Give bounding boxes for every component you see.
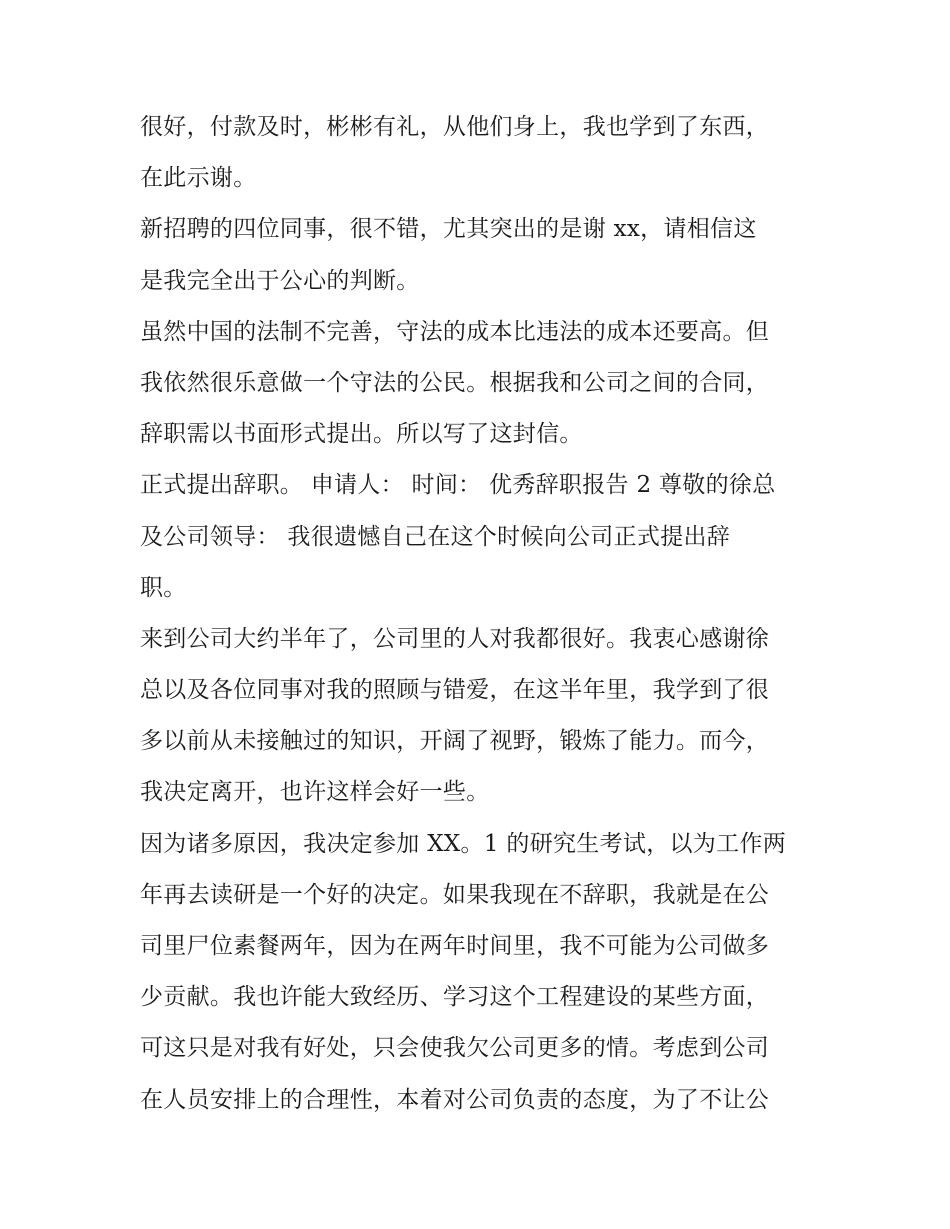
paragraph-formal-resignation (140, 460, 820, 614)
text-line: 我决定离开，也许这样会好一些。 (140, 779, 490, 806)
text-line: 司里尸位素餐两年，因为在两年时间里，我不可能为公司做多 (140, 933, 770, 959)
text-line: 因为诸多原因，我决定参加 XX。1 的研究生考试，以为工作两 (140, 830, 787, 857)
text-line: 新招聘的四位同事，很不错，尤其突出的是谢 xx，请相信这 (140, 216, 757, 243)
text-line: 虽然中国的法制不完善，守法的成本比违法的成本还要高。但 (140, 318, 770, 345)
text-line: 辞职需以书面形式提出。所以写了这封信。 (140, 421, 583, 448)
text-line: 总以及各位同事对我的照顾与错爱，在这半年里，我学到了很 (140, 677, 770, 704)
text-line: 很好，付款及时，彬彬有礼，从他们身上，我也学到了东西， (140, 114, 770, 140)
text-line: 少贡献。我也许能大致经历、学习这个工程建设的某些方面， (140, 984, 770, 1011)
text-line: 在人员安排上的合理性，本着对公司负责的态度，为了不让公 (140, 1086, 770, 1113)
text-line: 正式提出辞职。 申请人： 时间： 优秀辞职报告 2 尊敬的徐总 (140, 472, 776, 499)
paragraph-thanks (140, 102, 820, 204)
text-line: 及公司领导： 我很遗憾自己在这个时候向公司正式提出辞 (140, 523, 731, 550)
text-line: 多以前从未接触过的知识，开阔了视野，锻炼了能力。而今， (140, 728, 770, 755)
text-line: 年再去读研是一个好的决定。如果我现在不辞职，我就是在公 (140, 881, 770, 908)
document-body (140, 102, 820, 1126)
paragraph-half-year (140, 614, 820, 819)
paragraph-law (140, 307, 820, 461)
text-line: 可这只是对我有好处，只会使我欠公司更多的情。考虑到公司 (140, 1035, 770, 1062)
paragraph-new-colleagues (140, 204, 820, 306)
text-line: 在此示谢。 (140, 165, 257, 192)
text-line: 职。 (140, 574, 187, 601)
text-line: 我依然很乐意做一个守法的公民。根据我和公司之间的合同， (140, 369, 770, 396)
text-line: 来到公司大约半年了，公司里的人对我都很好。我衷心感谢徐 (140, 625, 770, 652)
paragraph-reasons (140, 819, 820, 1126)
text-line: 是我完全出于公心的判断。 (140, 267, 420, 294)
